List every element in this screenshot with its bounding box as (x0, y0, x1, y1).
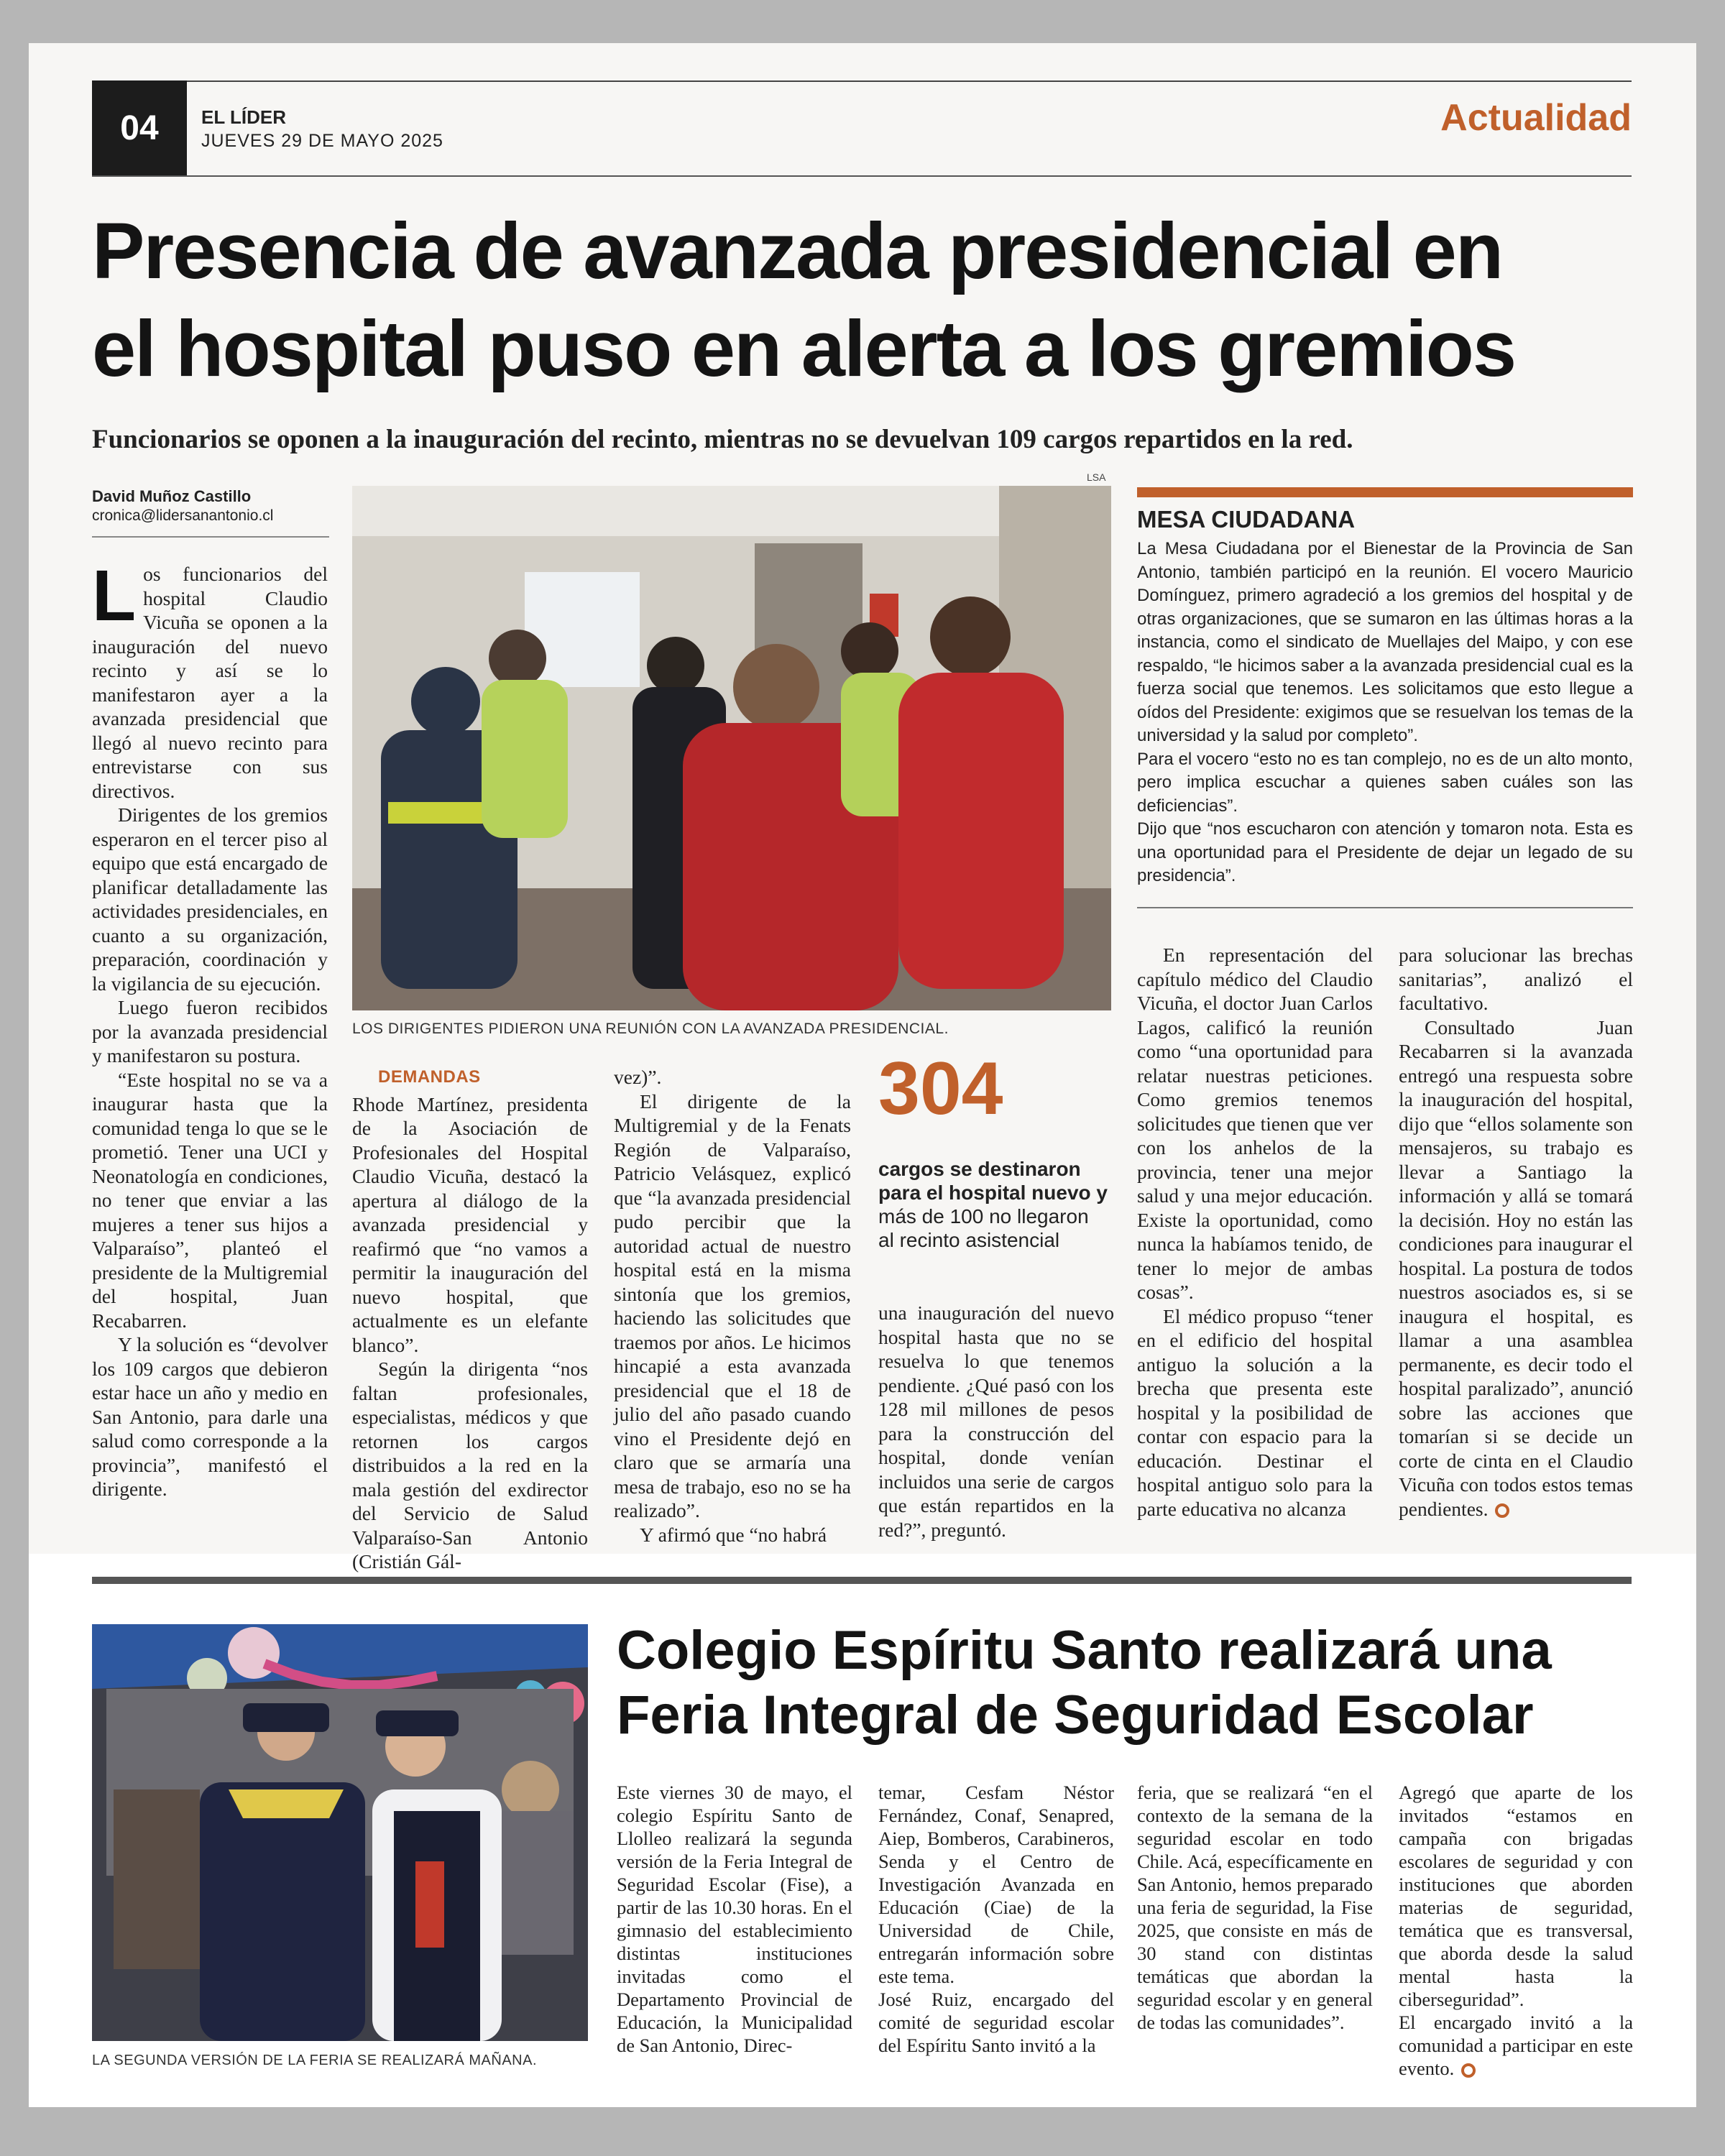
article-column-5 (1137, 943, 1373, 1521)
article-column-3 (614, 1065, 851, 1547)
photo-caption-2: LA SEGUNDA VERSIÓN DE LA FERIA SE REALIZARÁ MAÑANA. (92, 2053, 538, 2068)
photo-illustration (92, 1624, 588, 2041)
author-email: cronica@lidersanantonio.cl (92, 507, 274, 524)
callout-rest: más de 100 no llegaron al recinto asistencial (878, 1205, 1089, 1251)
article-headline (92, 203, 1637, 398)
end-mark-icon (1461, 2063, 1476, 2078)
article-2-column-4 (1399, 1781, 1633, 2080)
photo-illustration (352, 486, 1111, 1010)
paragraph: Consultado Juan Recabarren si la avanzada entregó una respuesta sobre la inauguración del hospital, dijo que “ellos solamente son mensajeros, su trabajo es llevar a Santiago la información y allá se tomará la decisión. Hoy no están las condiciones para inaugurar el hospital. La postura de todos nuestros asociados es, si se inaugura el hospital, es llamar a una asamblea permanente, es decir todo el hospital paralizado”, anunció sobre las acciones que tomarían si se decide un corte de cinta en el Claudio Vicuña con todos estos temas pendientes. (1399, 1015, 1633, 1520)
paragraph: feria, que se realizará “en el contexto de la semana de la seguridad escolar en todo Chile. Acá, específicamente en San Antonio, hemos preparado una feria de seguridad, la Fise 2025, que consiste en más de 30 stand con distintas temáticas que abordan la seguridad escolar y en general de todas las comunidades”. (1137, 1782, 1373, 2033)
article-column-6 (1399, 943, 1633, 1521)
article-column-2 (352, 1065, 588, 1574)
hospital-meeting-photo (352, 486, 1111, 1010)
sidebar-title: MESA CIUDADANA (1137, 506, 1356, 533)
article-column-1 (92, 556, 328, 1501)
article-2-headline (617, 1618, 1637, 1748)
paragraph: En representación del capítulo médico del Claudio Vicuña, el doctor Juan Carlos Lagos, calificó la reunión como “una oportunidad para relatar nuestras peticiones. Como gremios tenemos solicitudes que tienen que ver con los anhelos de la provincia, tener una mejor salud y una mejor educación. Existe la oportunidad, como nunca la habíamos tenido, de tener lo mejor de ambas cosas”. (1137, 944, 1373, 1303)
paragraph: Agregó que aparte de los invitados “estamos en campaña con brigadas escolares de seguridad y con instituciones que aborden materias de seguridad, temática que es transversal, que aborda desde la salud mental hasta la ciberseguridad”. (1399, 1782, 1633, 2010)
end-mark-icon (1495, 1503, 1509, 1518)
article-column-4 (878, 1301, 1114, 1542)
sidebar-accent-bar (1137, 487, 1633, 497)
paragraph: El médico propuso “tener en el edificio del hospital antiguo la solución a la brecha que presenta este hospital y la posibilidad de contar con espacio para la educación. Destinar el hospital antiguo solo para la parte educativa no alcanza (1137, 1304, 1373, 1520)
paragraph: Según la dirigenta “nos faltan profesionales, especialistas, médicos y que retornen los cargos distribuidos a la red en la mala gestión del exdirector del Servicio de Salud Valparaíso-San Antonio (Cristián Gál- (352, 1358, 588, 1572)
paragraph: Y afirmó que “no habrá (640, 1523, 827, 1546)
callout-number: 304 (878, 1047, 1003, 1130)
paragraph: Rhode Martínez, presidenta de la Asociación de Profesionales del Hospital Claudio Vicuña, destacó la apertura al diálogo de la avanzada presidencial y reafirmó que “no vamos a permitir la inauguración del nuevo hospital, que actualmente es un elefante blanco”. (352, 1092, 588, 1356)
paragraph: El encargado invitó a la comunidad a participar en este evento. (1399, 2012, 1633, 2079)
photo-credit: LSA (1087, 471, 1106, 483)
paragraph: para solucionar las brechas sanitarias”, analizó el facultativo. (1399, 944, 1633, 1014)
byline-rule (92, 536, 329, 538)
paragraph: Luego fueron recibidos por la avanzada presidencial y manifestaron su postura. (92, 996, 328, 1067)
sidebar-paragraph: Para el vocero “esto no es tan complejo, no es de un alto monto, pero implica escuchar a quienes saben cuáles son las deficiencias”. (1137, 749, 1633, 816)
article-2-column-3 (1137, 1781, 1373, 2034)
headline-2-line-1: Colegio Espíritu Santo realizará una (617, 1620, 1552, 1681)
headline-2-line-2: Feria Integral de Seguridad Escolar (617, 1685, 1534, 1746)
drop-cap: L (92, 556, 137, 636)
paragraph: vez)”. (614, 1066, 662, 1088)
article-2-column-2 (878, 1781, 1114, 2057)
callout-text (878, 1157, 1108, 1252)
top-rule (92, 80, 1632, 82)
byline (92, 487, 329, 525)
headline-line-2: el hospital puso en alerta a los gremios (92, 305, 1516, 393)
sidebar-paragraph: La Mesa Ciudadana por el Bienestar de la Provincia de San Antonio, también participó en la reunión. El vocero Mauricio Domínguez, primero agradeció a los gremios del hospital y de otras organizaciones, que se sumaron en las últimas horas a la instancia, como el sindicato de Muellajes del Maipo, y con ese respaldo, “le hicimos saber a la avanzada presidencial cual es la fuerza social que tenemos. Les solicitamos que esto llegue a oídos del Presidente: exigimos que se resuelvan los temas de la universidad y la salud por completo”. (1137, 539, 1633, 745)
paragraph: “Este hospital no se va a inaugurar hasta que la comunidad tenga lo que se le prometió. Tener una UCI y Neonatología en condiciones, no tener que enviar a las mujeres a tener sus hijos a Valparaíso”, planteó el presidente de la Multigremial del hospital, Juan Recabarren. (92, 1068, 328, 1332)
subhead-demandas: DEMANDAS (378, 1067, 481, 1087)
paragraph: temar, Cesfam Néstor Fernández, Conaf, Senapred, Aiep, Bomberos, Carabineros, Senda y el Centro de Investigación Avanzada en Educación (Ciae) de la Universidad de Chile, entregarán información sobre este tema. (878, 1782, 1114, 1987)
photo-caption: LOS DIRIGENTES PIDIERON UNA REUNIÓN CON LA AVANZADA PRESIDENCIAL. (352, 1021, 949, 1037)
paragraph: Este viernes 30 de mayo, el colegio Espíritu Santo de Llolleo realizará la segunda versión de la Feria Integral de Seguridad Escolar (Fise), a partir de las 10.30 horas. En el gimnasio del establecimiento distintas instituciones invitadas como el Departamento Provincial de Educación, la Municipalidad de San Antonio, Direc- (617, 1782, 852, 2056)
page-number: 04 (92, 80, 187, 175)
sidebar-rule (1137, 907, 1633, 908)
paragraph: una inauguración del nuevo hospital hasta que no se resuelva lo que tenemos pendiente. ¿Qué pasó con los 128 mil millones de pesos para la construcción del hospital, donde venían incluidos una serie de cargos que están repartidos en la red?”, preguntó. (878, 1302, 1114, 1541)
paragraph: El dirigente de la Multigremial y de la Fenats Región de Valparaíso, Patricio Velásquez, explicó que “la avanzada presidencial pudo percibir que la autoridad actual de nuestro hospital está en la misma sintonía que los gremios, haciendo las solicitudes que traemos por años. Le hicimos hincapié a esta avanzada presidencial que el 18 de julio del año pasado cuando vino el Presidente dejó en claro que se armaría una mesa de trabajo, eso no se ha realizado”. (614, 1089, 851, 1521)
publication-name: EL LÍDER (201, 106, 286, 128)
paragraph: José Ruiz, encargado del comité de seguridad escolar del Espíritu Santo invitó a la (878, 1989, 1114, 2056)
article-2-column-1 (617, 1781, 852, 2057)
header-rule (92, 175, 1632, 177)
paragraph: Y la solución es “devolver los 109 cargos que debieron estar hace un año y medio en San Antonio, para darle una salud como corresponde a la provincia”, manifestó el dirigente. (92, 1333, 328, 1500)
paragraph: Dirigentes de los gremios esperaron en el tercer piso al equipo que está encargado de planificar detalladamente las actividades presidenciales, en cuanto a su organización, preparación, coordinación y la vigilancia de su ejecución. (92, 803, 328, 995)
sidebar-paragraph: Dijo que “nos escucharon con atención y tomaron nota. Esta es una oportunidad para el Presidente de dejar un legado de su presidencia”. (1137, 819, 1633, 885)
section-name: Actualidad (1440, 97, 1632, 139)
school-fair-photo (92, 1624, 588, 2041)
callout-bold: cargos se destinaron para el hospital nuevo y (878, 1158, 1108, 1204)
article-deck: Funcionarios se oponen a la inauguración del recinto, mientras no se devuelvan 109 cargos repartidos en la red. (92, 425, 1353, 454)
paragraph: os funcionarios del hospital Claudio Vicuña se oponen a la inauguración del nuevo recinto y así se lo manifestaron ayer a la avanzada presidencial que llegó al nuevo recinto para entrevistarse con sus directivos. (92, 563, 328, 802)
publication-date: JUEVES 29 DE MAYO 2025 (201, 131, 443, 151)
headline-line-1: Presencia de avanzada presidencial en (92, 207, 1503, 295)
article-separator (92, 1577, 1632, 1584)
sidebar-body (1137, 538, 1633, 888)
author-name: David Muñoz Castillo (92, 487, 252, 505)
